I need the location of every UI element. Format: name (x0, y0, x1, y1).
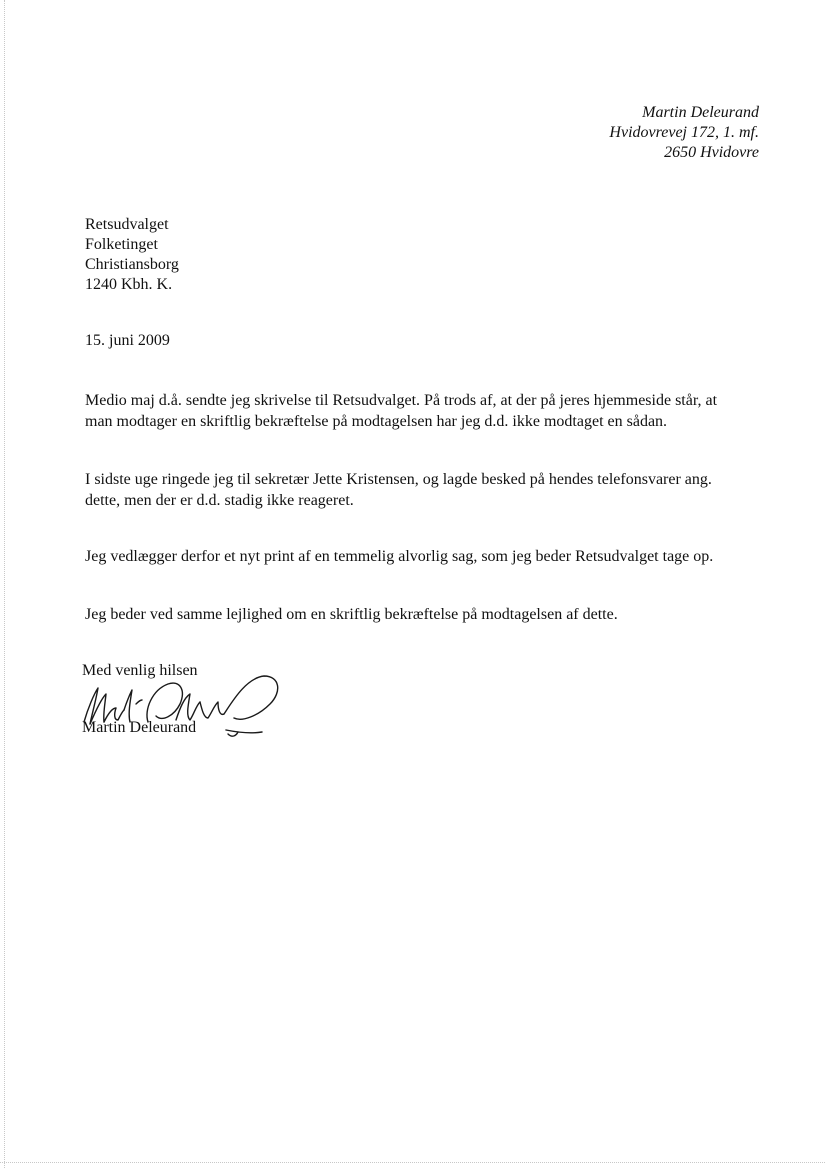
paragraph-line: Medio maj d.å. sendte jeg skrivelse til Retsudvalget. På trods af, at der på jeres hjemmeside står, at (85, 392, 718, 409)
sender-city: 2650 Hvidovre (664, 144, 759, 161)
scan-edge-bottom (0, 1162, 825, 1164)
paragraph-line: Jeg vedlægger derfor et nyt print af en temmelig alvorlig sag, som jeg beder Retsudvalget tage op. (85, 548, 714, 565)
recipient-line-1: Retsudvalget (85, 216, 169, 233)
handwritten-signature (76, 664, 286, 744)
signer-name: Martin Deleurand (82, 719, 197, 736)
paragraph-line: I sidste uge ringede jeg til sekretær Jette Kristensen, og lagde besked på hendes telefonsvarer ang. (85, 471, 712, 488)
paragraph-line: dette, men der er d.d. stadig ikke reageret. (85, 492, 354, 509)
sender-address (609, 103, 759, 163)
recipient-line-2: Folketinget (85, 236, 158, 253)
paragraph-line: man modtager en skriftlig bekræftelse på modtagelsen har jeg d.d. ikke modtaget en sådan. (85, 413, 668, 430)
paragraph-3 (85, 546, 765, 567)
paragraph-2 (85, 469, 765, 511)
recipient-address (85, 215, 179, 295)
closing-salutation: Med venlig hilsen (82, 662, 198, 679)
recipient-line-4: 1240 Kbh. K. (85, 276, 173, 293)
recipient-line-3: Christiansborg (85, 256, 179, 273)
signature-strokes (84, 676, 278, 736)
paragraph-line: Jeg beder ved samme lejlighed om en skriftlig bekræftelse på modtagelsen af dette. (85, 606, 618, 623)
paragraph-1 (85, 390, 765, 432)
sender-street: Hvidovrevej 172, 1. mf. (609, 124, 759, 141)
sender-name: Martin Deleurand (642, 104, 759, 121)
scan-edge-left (4, 0, 6, 1168)
paragraph-4 (85, 604, 765, 625)
letter-date: 15. juni 2009 (85, 332, 170, 349)
